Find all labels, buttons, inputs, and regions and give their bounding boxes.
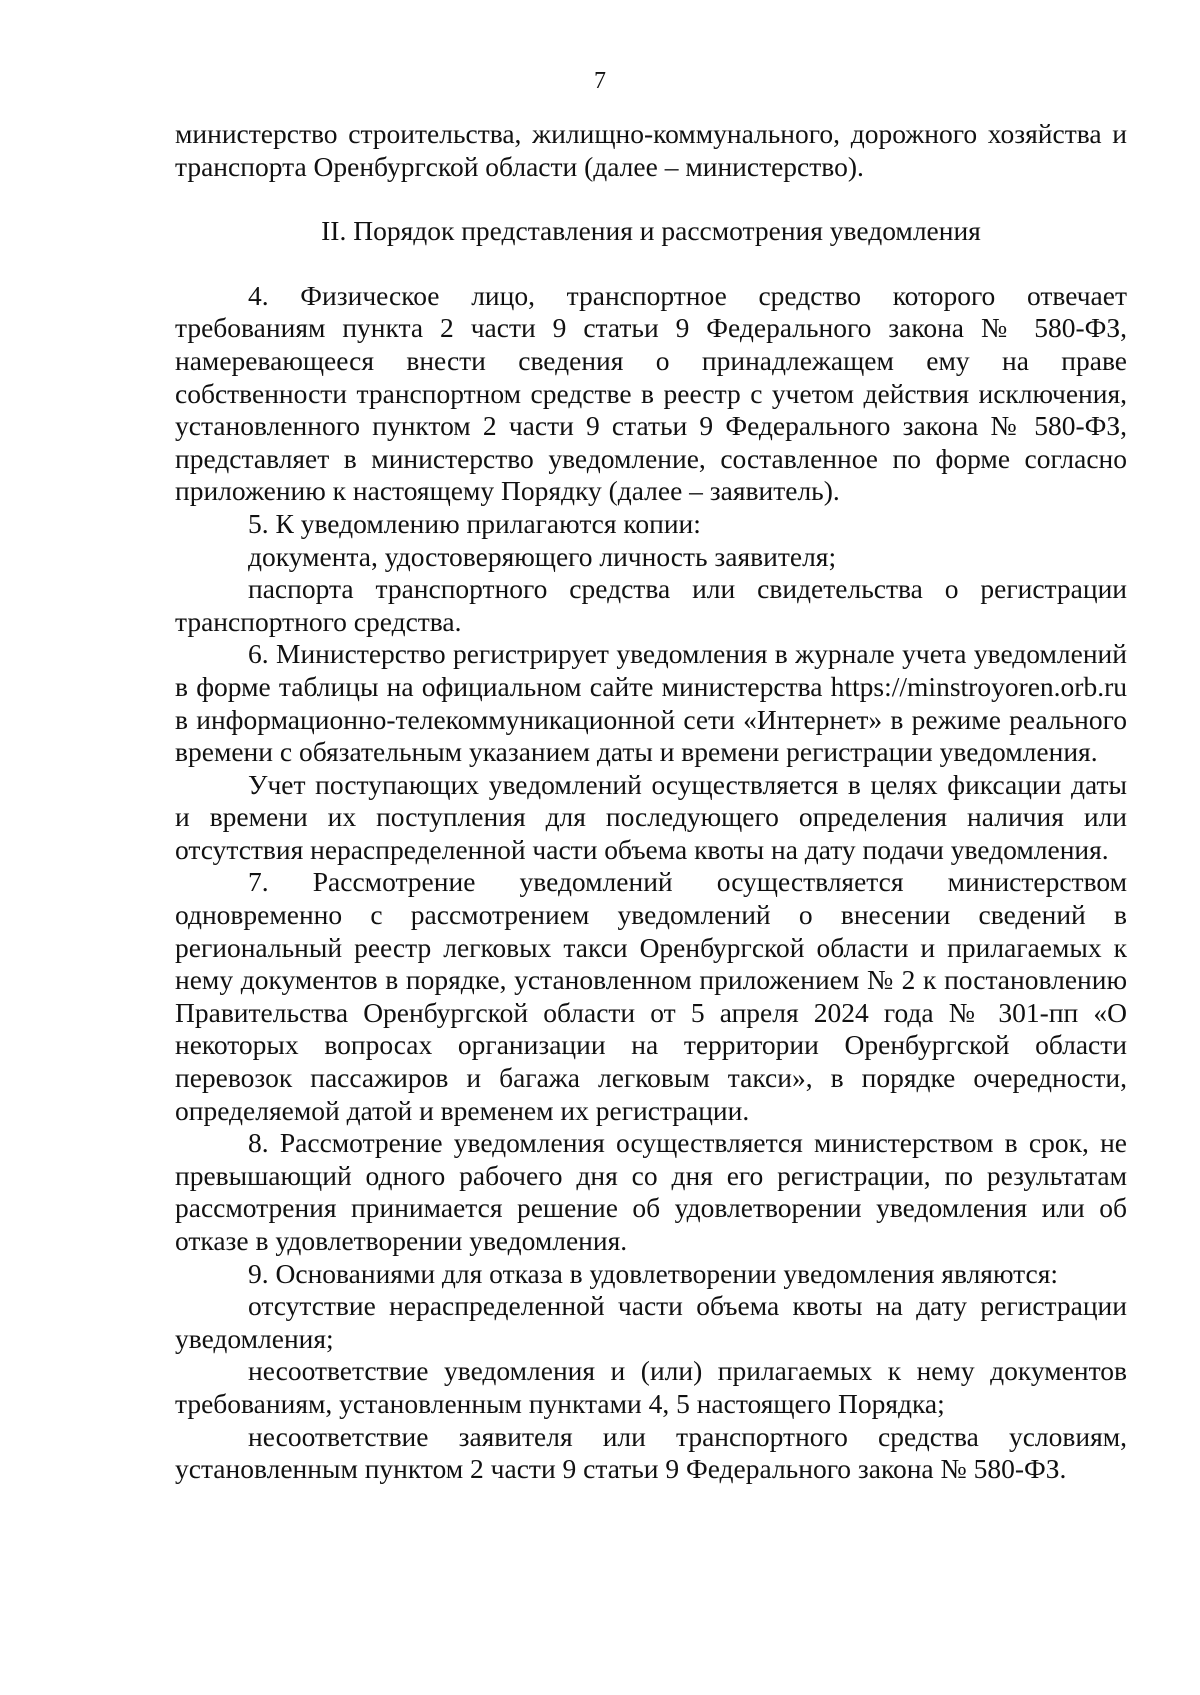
paragraph-9-ground-conditions: несоответствие заявителя или транспортного средства условиям, установленным пунктом 2 части 9 статьи 9 Федерального закона № 580-ФЗ. [175,1420,1127,1485]
section-title: II. Порядок представления и рассмотрения уведомления [321,215,981,247]
paragraph-6-accounting: Учет поступающих уведомлений осуществляется в целях фиксации даты и времени их поступления для последующего определения наличия или отсутствия нераспределенной части объема квоты на дату подачи уведомления. [175,768,1127,865]
paragraph-9-ground-documents: несоответствие уведомления и (или) прилагаемых к нему документов требованиям, установленным пунктами 4, 5 настоящего Порядка; [175,1355,1127,1419]
page-number: 7 [594,68,606,94]
paragraph-5: 5. К уведомлению прилагаются копии: [248,507,701,539]
paragraph-8: 8. Рассмотрение уведомления осуществляется министерством в срок, не превышающий одного рабочего дня со дня его регистрации, по результатам рассмотрения принимается решение об удовлетворении уведомления или об отказе в удовлетворении уведомления. [175,1127,1127,1256]
paragraph-9: 9. Основаниями для отказа в удовлетворении уведомления являются: [248,1257,1058,1289]
paragraph-9-ground-quota: отсутствие нераспределенной части объема квоты на дату регистрации уведомления; [175,1290,1127,1354]
continuation-paragraph: министерство строительства, жилищно-коммунального, дорожного хозяйства и транспорта Оренбургской области (далее – министерство). [175,118,1127,182]
paragraph-4: 4. Физическое лицо, транспортное средство которого отвечает требованиям пункта 2 части 9 статьи 9 Федерального закона № 580-ФЗ, намеревающееся внести сведения о принадлежащем ему на праве собственности транспортном средстве в реестр с учетом действия исключения, установленного пунктом 2 части 9 статьи 9 Федерального закона № 580-ФЗ, представляет в министерство уведомление, составленное по форме согласно приложению к настоящему Порядку (далее – заявитель). [175,279,1127,507]
paragraph-5-item-passport: паспорта транспортного средства или свидетельства о регистрации транспортного средства. [175,573,1127,637]
paragraph-7: 7. Рассмотрение уведомлений осуществляется министерством одновременно с рассмотрением уведомлений о внесении сведений в региональный реестр легковых такси Оренбургской области и прилагаемых к нему документов в порядке, установленном приложением № 2 к постановлению Правительства Оренбургской области от 5 апреля 2024 года № 301-пп «О некоторых вопросах организации на территории Оренбургской области перевозок пассажиров и багажа легковым такси», в порядке очередности, определяемой датой и временем их регистрации. [175,866,1127,1126]
paragraph-5-item-id: документа, удостоверяющего личность заявителя; [248,540,837,572]
document-body [175,118,1127,1486]
paragraph-6: 6. Министерство регистрирует уведомления в журнале учета уведомлений в форме таблицы на официальном сайте министерства https://minstroyoren.orb.ru в информационно-телекоммуникационной сети «Интернет» в режиме реального времени с обязательным указанием даты и времени регистрации уведомления. [175,638,1127,768]
